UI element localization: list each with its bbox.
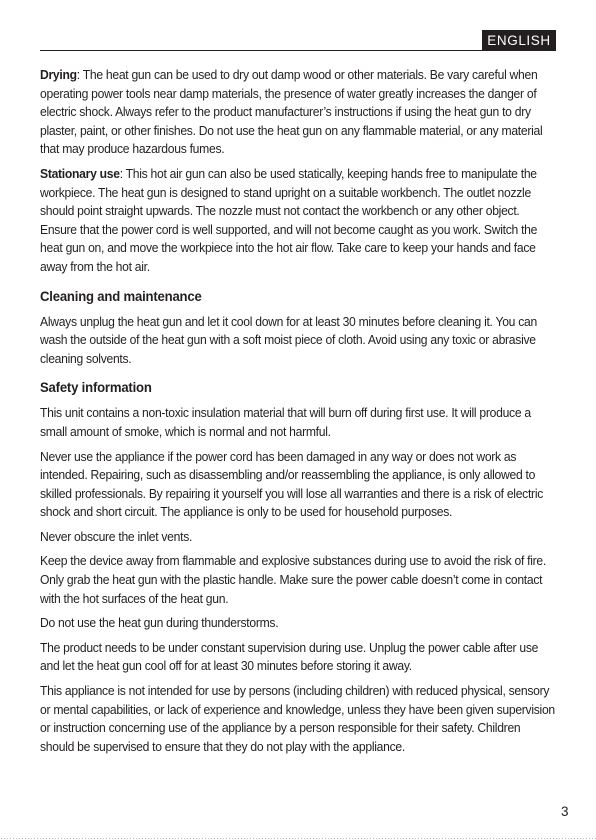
stationary-text: : This hot air gun can also be used statically, keeping hands free to manipulate the workpiece. The heat gun is designed to stand upright on a suitable workbench. The outlet nozzle should point straight upwards. The nozzle must not contact the workbench or any other object. Ensure that the power cord is well supported, and will not become caught as you work. Switch the heat gun on, and move the workpiece into the hot air flow. Take care to keep your hands and face away from the hot air. (40, 166, 538, 274)
safety-paragraph-inlet-vents: Never obscure the inlet vents. (40, 529, 193, 544)
language-tab: ENGLISH (482, 30, 556, 51)
drying-label: Drying (40, 68, 77, 82)
safety-heading: Safety information (40, 380, 152, 396)
safety-paragraph-thunderstorms: Do not use the heat gun during thunderstorms. (40, 616, 279, 631)
header-rule (40, 50, 556, 51)
safety-paragraph-flammable: Keep the device away from flammable and explosive substances during use to avoid the risk of fire. Only grab the heat gun with the plastic handle. Make sure the power cable doesn’t come in contact with the hot surfaces of the heat gun. (40, 554, 546, 606)
cleaning-paragraph: Always unplug the heat gun and let it cool down for at least 30 minutes before cleaning it. You can wash the outside of the heat gun with a soft moist piece of cloth. Avoid using any toxic or abrasive cleaning solvents. (40, 314, 537, 366)
drying-paragraph (40, 66, 556, 159)
cleaning-heading: Cleaning and maintenance (40, 288, 202, 304)
safety-paragraph-power-cord: Never use the appliance if the power cord has been damaged in any way or does not work as intended. Repairing, such as disassembling and/or reassembling the appliance, is only allowed to skilled professionals. By repairing it yourself you will lose all warranties and there is a risk of electric shock and short circuit. The appliance is only to be used for household purposes. (40, 449, 544, 520)
manual-content (40, 66, 556, 762)
safety-paragraph-supervision: The product needs to be under constant supervision during use. Unplug the power cable after use and let the heat gun cool off for at least 30 minutes before storing it away. (40, 640, 539, 674)
safety-paragraph-reduced-capabilities: This appliance is not intended for use by persons (including children) with reduced physical, sensory or mental capabilities, or lack of experience and knowledge, unless they have been given supervision or instruction concerning use of the appliance by a person responsible for their safety. Children should be supervised to ensure that they do not play with the appliance. (40, 684, 555, 754)
stationary-paragraph (40, 165, 556, 277)
stationary-label: Stationary use (40, 166, 120, 181)
page-number: 3 (561, 804, 569, 819)
drying-text: : The heat gun can be used to dry out damp wood or other materials. Be vary careful when operating power tools near damp materials, the presence of water greatly increases the danger of electric shock. Always refer to the product manufacturer’s instructions if using the heat gun to dry plaster, paint, or other finishes. Do not use the heat gun on any flammable material, or any material that may produce hazardous fumes. (40, 68, 543, 157)
safety-paragraph-insulation: This unit contains a non-toxic insulation material that will burn off during first use. It will produce a small amount of smoke, which is normal and not harmful. (40, 406, 531, 439)
